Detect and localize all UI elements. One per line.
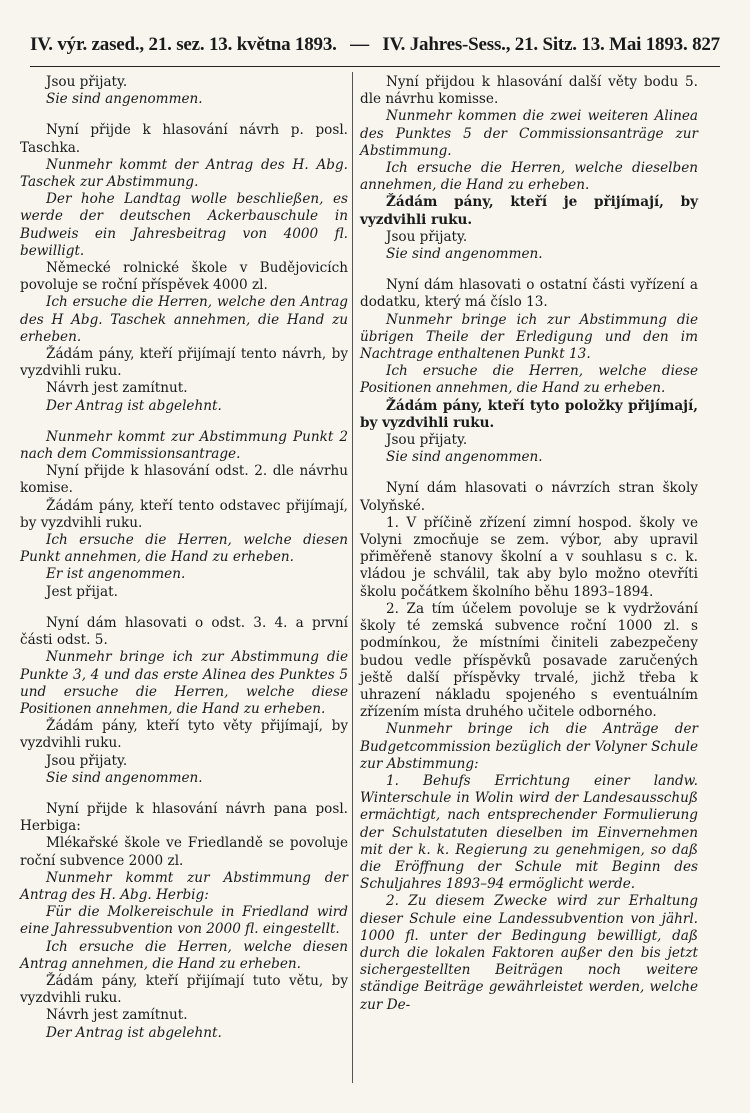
paragraph: Nunmehr bringe ich zur Abstimmung die übrigen Theile der Erledigung und den im Nachtrage enthaltenen Punkt 13. [360,311,698,363]
paragraph: Německé rolnické škole v Budějovicích povoluje se roční příspěvek 4000 zl. [20,260,348,294]
paragraph: Návrh jest zamítnut. [46,1007,188,1024]
paragraph: Mlékařské škole ve Friedlandě se povoluje roční subvence 2000 zl. [20,835,348,869]
paragraph: Ich ersuche die Herren, welche dieselben annehmen, die Hand zu erheben. [360,160,698,194]
paragraph: Jsou přijaty. [386,228,468,245]
paragraph: Sie sind angenommen. [386,449,543,466]
column-divider [352,72,353,1083]
paragraph: Nunmehr kommen die zwei weiteren Alinea des Punktes 5 der Commissionsanträge zur Abstimmung. [360,108,698,159]
paragraph: Nunmehr kommt der Antrag des H. Abg. Taschek zur Abstimmung. [20,156,348,191]
paragraph: Ich ersuche die Herren, welche den Antrag des H Abg. Taschek annehmen, die Hand zu erheben. [20,294,348,345]
paragraph: Nyní přijde k hlasování odst. 2. dle návrhu komise. [20,463,348,497]
paragraph: Jsou přijaty. [46,752,128,769]
paragraph: Der Antrag ist abgelehnt. [46,1024,222,1041]
paragraph: Sie sind angenommen. [46,91,203,108]
paragraph: Nunmehr kommt zur Abstimmung der Antrag des H. Abg. Herbig: [20,869,348,903]
paragraph: 2. Zu diesem Zwecke wird zur Erhaltung dieser Schule eine Landessubvention von jährl. 1000 fl. unter der Bedingung bewilligt, daß durch die lokalen Faktoren außer den bis jetzt sichergestellten Beiträgen noch weitere ständige Beiträge gewährleistet werden, welche zur De- [360,893,698,1013]
paragraph: Der hohe Landtag wolle beschließen, es werde der deutschen Ackerbauschule in Budweis ein Jahresbeitrag von 4000 fl. bewilligt. [20,191,348,259]
paragraph: Jsou přijaty. [386,432,468,449]
paragraph: Nyní dám hlasovati o ostatní části vyřízení a dodatku, který má číslo 13. [360,277,698,311]
paragraph: Nyní dám hlasovati o odst. 3. 4. a první části odst. 5. [20,614,348,649]
paragraph-gap [360,263,698,277]
paragraph-gap [20,415,348,429]
paragraph-gap [20,601,348,615]
paragraph: Der Antrag ist abgelehnt. [46,397,222,414]
header-czech: IV. výr. zased., 21. sez. 13. května 1893. [30,34,337,55]
paragraph: Jsou přijaty. [46,74,128,90]
paragraph: Nyní přijde k hlasování návrh p. posl. Taschka. [20,122,348,156]
paragraph: Nunmehr kommt zur Abstimmung Punkt 2 nach dem Commissionsantrage. [20,428,348,463]
paragraph: Nyní přijde k hlasování návrh pana posl. Herbiga: [20,800,348,835]
right-column [360,74,698,1093]
header-rule [30,66,720,67]
paragraph-gap [20,787,348,801]
paragraph: Žádám pány, kteří přijímají tento návrh, by vyzdvihli ruku. [20,346,348,380]
paragraph: Er ist angenommen. [46,566,186,583]
paragraph: 2. Za tím účelem povoluje se k vydržování školy té zemská subvence roční 1000 zl. s podmínkou, že místními činiteli zabezpečeny budou vedle příspěvků posavade zaručených ještě další příspěvky trvalé, jichž třeba k uhrazení nákladu spojeného s eventuálním zřízením místa druhého učitele odborného. [360,600,698,721]
paragraph: Žádám pány, kteří je přijímají, by vyzdvihli ruku. [360,194,698,228]
paragraph: Nunmehr bringe ich zur Abstimmung die Punkte 3, 4 und das erste Alinea des Punktes 5 und ersuche die Herren, welche diese Positionen annehmen, die Hand zu erheben. [20,649,348,717]
paragraph: Žádám pány, kteří tyto položky přijímají, by vyzdvihli ruku. [360,397,698,431]
paragraph: Nunmehr bringe ich die Anträge der Budgetcommission bezüglich der Volyner Schule zur Abstimmung: [360,721,698,772]
paragraph: Nyní přijdou k hlasování další věty bodu 5. dle návrhu komisse. [360,74,698,108]
paragraph: Für die Molkereischule in Friedland wird eine Jahressubvention von 2000 fl. eingestellt. [20,904,348,938]
header-german [382,34,720,56]
paragraph: Žádám pány, kteří tyto věty přijímají, by vyzdvihli ruku. [20,718,348,752]
page-header [30,28,720,62]
paragraph: Návrh jest zamítnut. [46,380,188,397]
paragraph: 1. Behufs Errichtung einer landw. Winterschule in Wolin wird der Landesausschuß ermächtigt, nach entsprechender Formulierung der Schulstatuten dieselben im Einvernehmen mit der k. k. Regierung zu genehmigen, so daß die Eröffnung der Schule mit Beginn des Schuljahres 1893–94 ermöglicht werde. [360,772,698,893]
paragraph: 1. V příčině zřízení zimní hospod. školy ve Volyni zmocňuje se zem. výbor, aby upravil přiměřeně stanovy školní a v souhlasu s c. k. vládou je schválil, tak aby bylo možno otevříti školu počátkem školního běhu 1893–1894. [360,514,698,600]
paragraph: Sie sind angenommen. [46,769,203,786]
paragraph-gap [20,108,348,122]
paragraph: Ich ersuche die Herren, welche diesen Punkt annehmen, die Hand zu erheben. [20,532,348,566]
paragraph: Ich ersuche die Herren, welche diesen Antrag annehmen, die Hand zu erheben. [20,938,348,972]
paragraph: Sie sind angenommen. [386,246,543,263]
page-number: 827 [692,34,720,55]
header-german-text: IV. Jahres-Sess., 21. Sitz. 13. Mai 1893. [382,34,688,55]
left-column [20,74,348,1093]
header-dash: — [350,34,369,55]
paragraph: Žádám pány, kteří přijímají tuto větu, by vyzdvihli ruku. [20,972,348,1007]
paragraph: Žádám pány, kteří tento odstavec přijímají, by vyzdvihli ruku. [20,497,348,531]
paragraph: Nyní dám hlasovati o návrzích stran školy Volyňské. [360,480,698,514]
paragraph: Jest přijat. [46,583,118,600]
paragraph: Ich ersuche die Herren, welche diese Positionen annehmen, die Hand zu erheben. [360,363,698,397]
paragraph-gap [360,466,698,480]
